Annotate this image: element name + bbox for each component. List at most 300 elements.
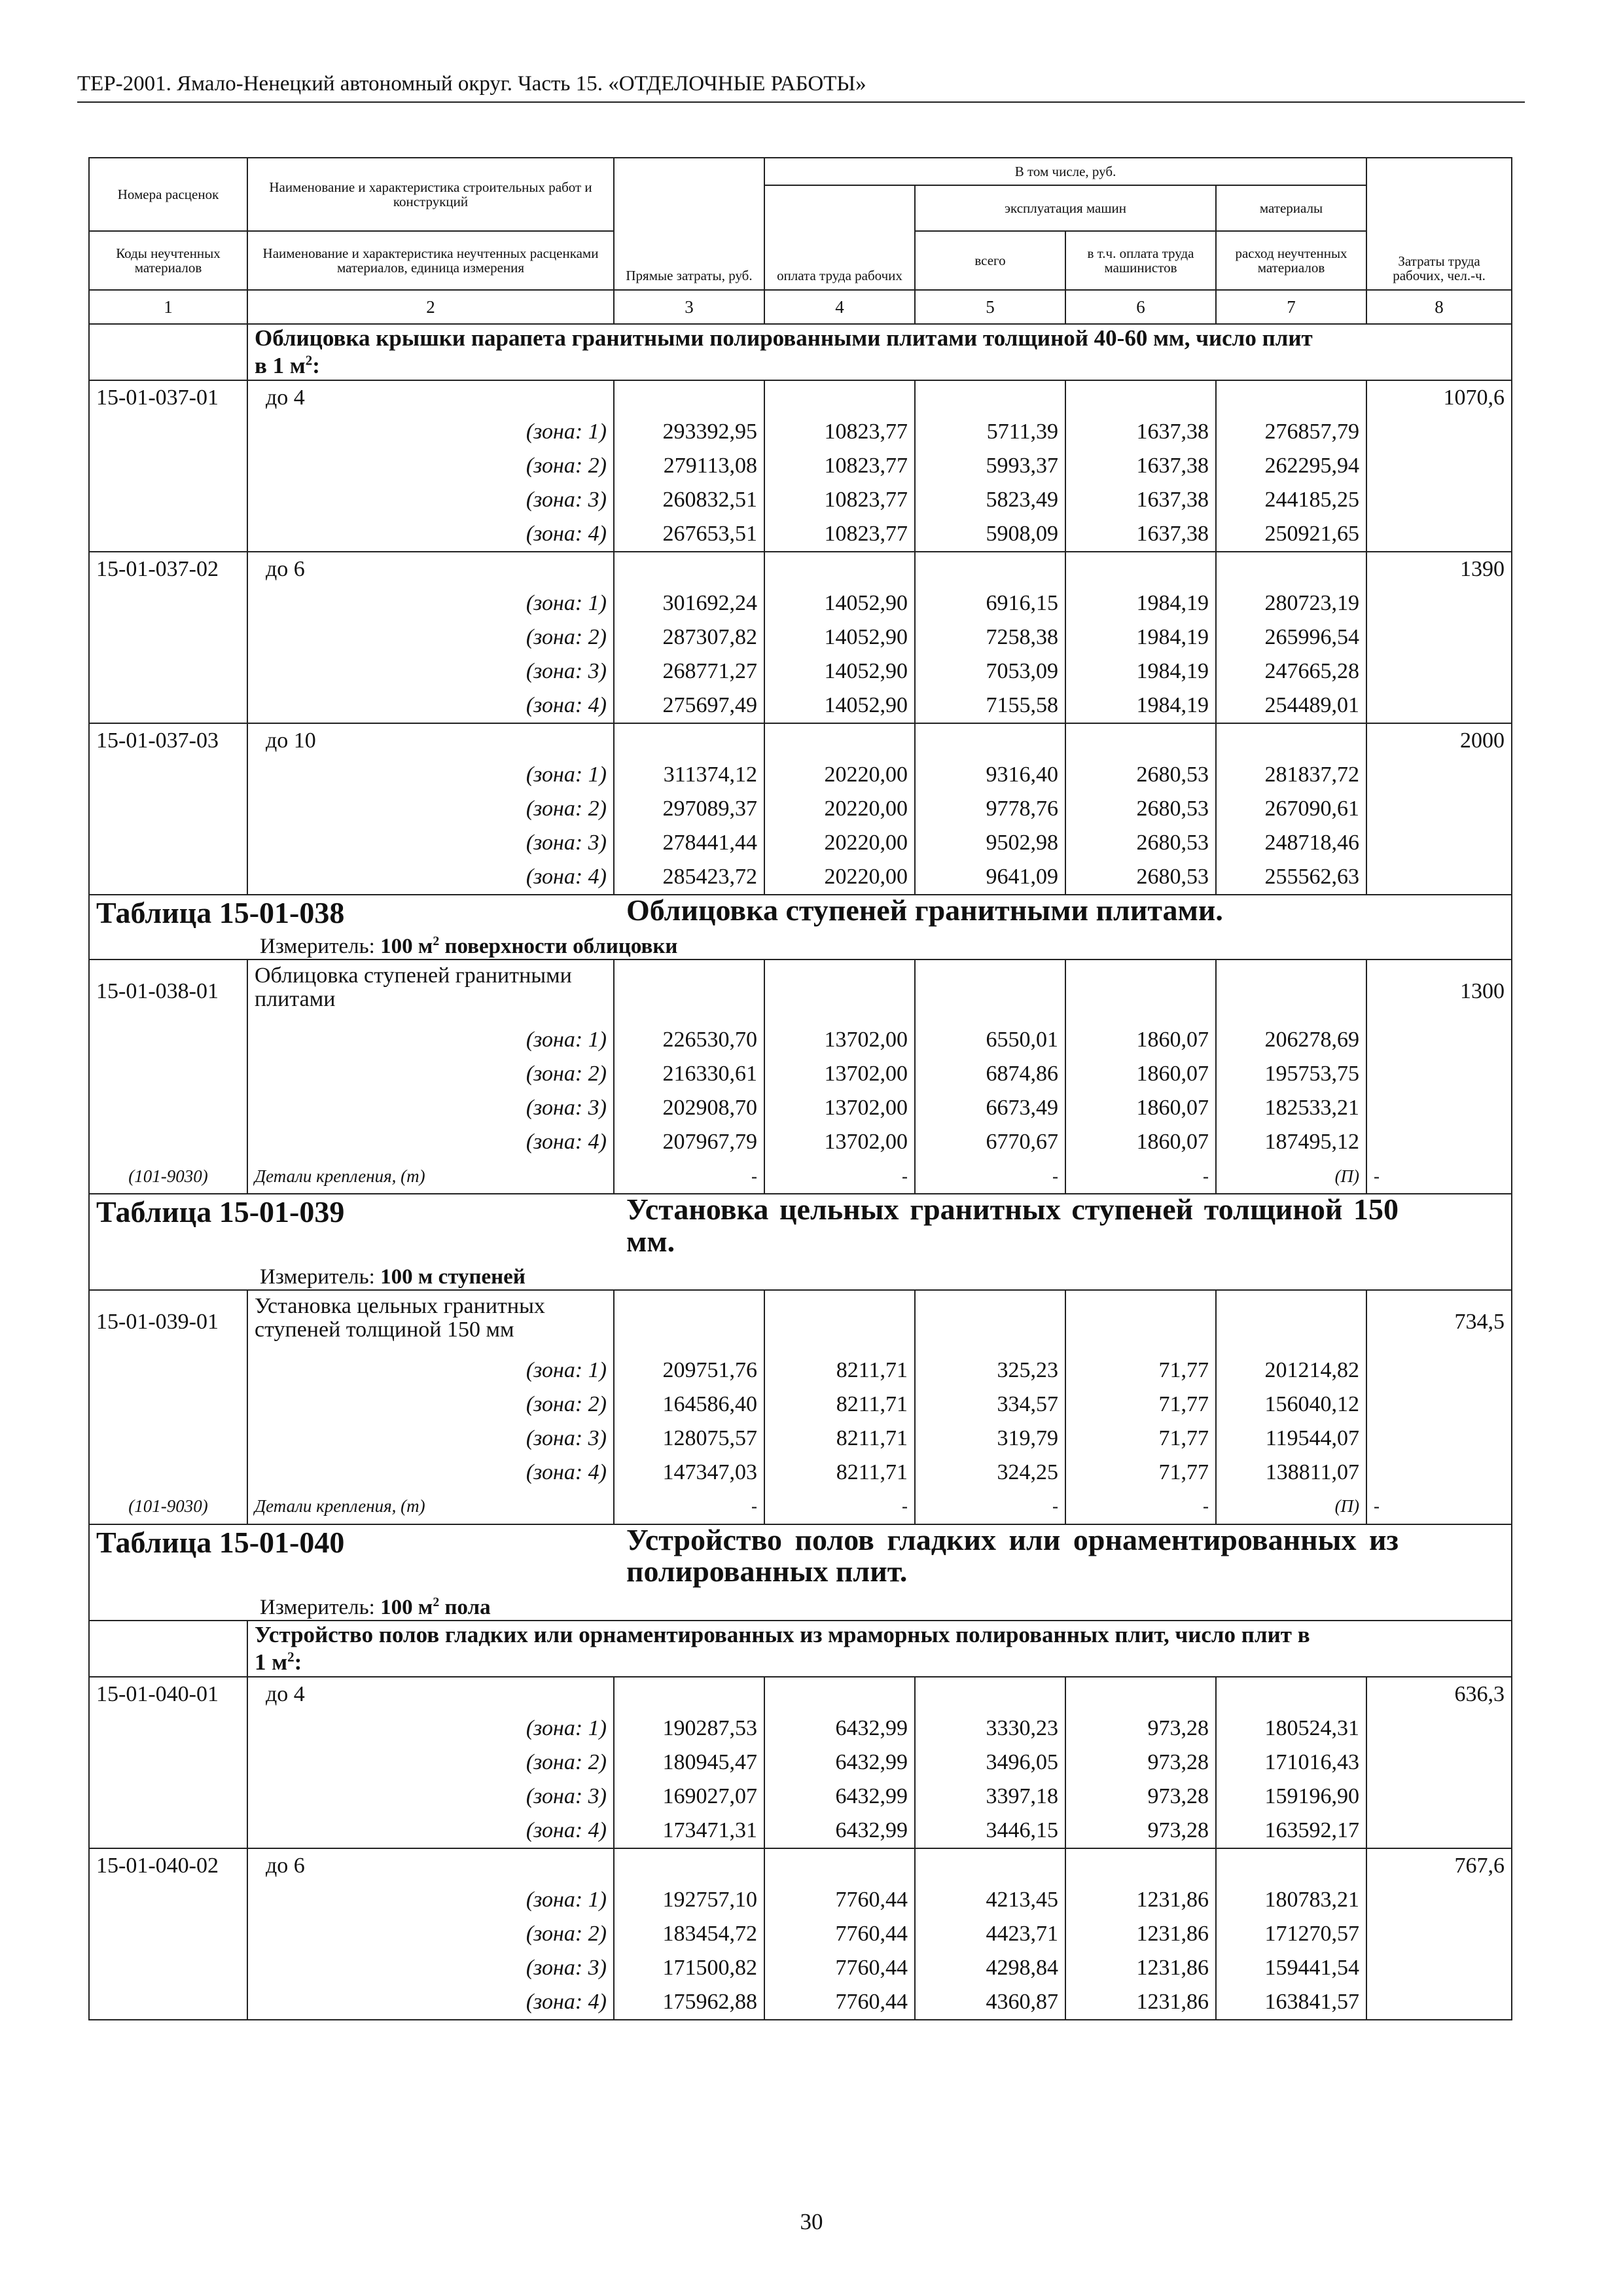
- zone-row: [89, 1057, 1512, 1091]
- zone-label: (зона: 3): [247, 655, 614, 689]
- column-number: 7: [1216, 290, 1366, 324]
- empty-cell: [1065, 1677, 1216, 1712]
- zone-label: (зона: 2): [247, 1057, 614, 1091]
- empty-cell: [1065, 960, 1216, 1023]
- machinist-pay: 71,77: [1065, 1456, 1216, 1490]
- empty-cell: [1065, 1848, 1216, 1883]
- table-title: Установка цельных гранитных ступеней толщиной 150 мм.: [626, 1194, 1399, 1258]
- materials-cost: 163592,17: [1216, 1814, 1366, 1848]
- labor-pay: 20220,00: [764, 826, 915, 860]
- machines-total: 325,23: [915, 1354, 1065, 1388]
- direct-costs: 301692,24: [614, 586, 764, 620]
- zone-row: [89, 620, 1512, 655]
- zone-labor-cell: [1366, 1951, 1512, 1985]
- material-labor: -: [1366, 1159, 1512, 1194]
- materials-cost: 187495,12: [1216, 1125, 1366, 1159]
- empty-cell: [915, 1848, 1065, 1883]
- zone-code-cell: [89, 1746, 247, 1780]
- direct-costs: 268771,27: [614, 655, 764, 689]
- rate-row: [89, 960, 1512, 1023]
- price-table: [88, 157, 1512, 2020]
- labor-cost: 734,5: [1366, 1290, 1512, 1354]
- material-code: (101-9030): [89, 1490, 247, 1524]
- zone-labor-cell: [1366, 1814, 1512, 1848]
- zone-labor-cell: [1366, 1125, 1512, 1159]
- col-machines-total: всего: [915, 231, 1065, 290]
- zone-code-cell: [89, 1917, 247, 1951]
- col-materials: материалы: [1216, 185, 1366, 231]
- material-pay: -: [764, 1490, 915, 1524]
- machinist-pay: 1860,07: [1065, 1057, 1216, 1091]
- machines-total: 3330,23: [915, 1712, 1065, 1746]
- zone-row: [89, 1456, 1512, 1490]
- direct-costs: 128075,57: [614, 1422, 764, 1456]
- empty-cell: [915, 380, 1065, 415]
- rate-row: [89, 552, 1512, 586]
- zone-labor-cell: [1366, 1388, 1512, 1422]
- zone-row: [89, 655, 1512, 689]
- zone-labor-cell: [1366, 620, 1512, 655]
- labor-pay: 7760,44: [764, 1917, 915, 1951]
- labor-pay: 14052,90: [764, 689, 915, 723]
- zone-labor-cell: [1366, 517, 1512, 552]
- zone-label: (зона: 4): [247, 1125, 614, 1159]
- zone-row: [89, 586, 1512, 620]
- rate-name: Установка цельных гранитных ступеней толщиной 150 мм: [247, 1290, 614, 1354]
- machinist-pay: 1637,38: [1065, 483, 1216, 517]
- section-empty-cell: [89, 1621, 247, 1677]
- zone-code-cell: [89, 1023, 247, 1057]
- machines-total: 334,57: [915, 1388, 1065, 1422]
- machines-total: 4360,87: [915, 1985, 1065, 2020]
- zone-code-cell: [89, 1814, 247, 1848]
- labor-pay: 13702,00: [764, 1023, 915, 1057]
- zone-row: [89, 1125, 1512, 1159]
- zone-row: [89, 1023, 1512, 1057]
- empty-cell: [614, 960, 764, 1023]
- machinist-pay: 1860,07: [1065, 1023, 1216, 1057]
- labor-cost: 1390: [1366, 552, 1512, 586]
- material-code: (101-9030): [89, 1159, 247, 1194]
- table-heading-cell: [89, 1194, 1512, 1290]
- zone-code-cell: [89, 1456, 247, 1490]
- table-heading-cell: [89, 1524, 1512, 1621]
- zone-label: (зона: 1): [247, 758, 614, 792]
- machinist-pay: 2680,53: [1065, 792, 1216, 826]
- table-measure: Измеритель: 100 м ступеней: [260, 1265, 526, 1289]
- direct-costs: 311374,12: [614, 758, 764, 792]
- machinist-pay: 973,28: [1065, 1780, 1216, 1814]
- direct-costs: 171500,82: [614, 1951, 764, 1985]
- material-direct: -: [614, 1490, 764, 1524]
- zone-label: (зона: 3): [247, 826, 614, 860]
- zone-row: [89, 1985, 1512, 2020]
- direct-costs: 173471,31: [614, 1814, 764, 1848]
- machines-total: 9778,76: [915, 792, 1065, 826]
- materials-cost: 276857,79: [1216, 415, 1366, 449]
- zone-code-cell: [89, 1388, 247, 1422]
- zone-label: (зона: 2): [247, 449, 614, 483]
- zone-row: [89, 517, 1512, 552]
- machinist-pay: 1231,86: [1065, 1985, 1216, 2020]
- direct-costs: 285423,72: [614, 860, 764, 895]
- labor-cost: 1300: [1366, 960, 1512, 1023]
- page-number: 30: [800, 2209, 823, 2234]
- materials-cost: 119544,07: [1216, 1422, 1366, 1456]
- zone-labor-cell: [1366, 1985, 1512, 2020]
- materials-cost: 281837,72: [1216, 758, 1366, 792]
- column-number: 3: [614, 290, 764, 324]
- labor-pay: 8211,71: [764, 1456, 915, 1490]
- zone-label: (зона: 2): [247, 1917, 614, 1951]
- zone-row: [89, 483, 1512, 517]
- material-machpay: -: [1065, 1159, 1216, 1194]
- zone-row: [89, 1917, 1512, 1951]
- labor-pay: 14052,90: [764, 620, 915, 655]
- empty-cell: [1216, 552, 1366, 586]
- empty-cell: [614, 1290, 764, 1354]
- empty-cell: [915, 960, 1065, 1023]
- machines-total: 7053,09: [915, 655, 1065, 689]
- rate-row: [89, 723, 1512, 758]
- machines-total: 5711,39: [915, 415, 1065, 449]
- zone-code-cell: [89, 689, 247, 723]
- empty-cell: [1216, 960, 1366, 1023]
- zone-label: (зона: 2): [247, 620, 614, 655]
- zone-code-cell: [89, 860, 247, 895]
- zone-code-cell: [89, 1883, 247, 1917]
- zone-label: (зона: 1): [247, 1354, 614, 1388]
- labor-pay: 13702,00: [764, 1057, 915, 1091]
- material-row: [89, 1490, 1512, 1524]
- direct-costs: 207967,79: [614, 1125, 764, 1159]
- zone-labor-cell: [1366, 655, 1512, 689]
- labor-pay: 13702,00: [764, 1091, 915, 1125]
- column-number: 1: [89, 290, 247, 324]
- materials-cost: 248718,46: [1216, 826, 1366, 860]
- empty-cell: [614, 552, 764, 586]
- zone-code-cell: [89, 620, 247, 655]
- machinist-pay: 1231,86: [1065, 1883, 1216, 1917]
- materials-cost: 171016,43: [1216, 1746, 1366, 1780]
- zone-label: (зона: 2): [247, 1746, 614, 1780]
- table-heading-row: [89, 1524, 1512, 1621]
- direct-costs: 267653,51: [614, 517, 764, 552]
- materials-cost: 159441,54: [1216, 1951, 1366, 1985]
- machinist-pay: 1637,38: [1065, 449, 1216, 483]
- materials-cost: 195753,75: [1216, 1057, 1366, 1091]
- rate-code: 15-01-037-03: [89, 723, 247, 758]
- labor-cost: 2000: [1366, 723, 1512, 758]
- section-title: Облицовка крышки парапета гранитными полированными плитами толщиной 40-60 мм, число плит в 1 $м^2$:: [247, 324, 1512, 380]
- empty-cell: [614, 1848, 764, 1883]
- rate-row: [89, 380, 1512, 415]
- table-measure: Измеритель: 100 $м^2$ пола: [260, 1595, 491, 1620]
- materials-cost: 201214,82: [1216, 1354, 1366, 1388]
- material-mat: (П): [1216, 1490, 1366, 1524]
- column-number: 5: [915, 290, 1065, 324]
- zone-code-cell: [89, 1125, 247, 1159]
- materials-cost: 265996,54: [1216, 620, 1366, 655]
- zone-row: [89, 826, 1512, 860]
- material-mach: -: [915, 1490, 1065, 1524]
- zone-row: [89, 792, 1512, 826]
- direct-costs: 175962,88: [614, 1985, 764, 2020]
- machines-total: 5908,09: [915, 517, 1065, 552]
- direct-costs: 192757,10: [614, 1883, 764, 1917]
- machinist-pay: 1984,19: [1065, 655, 1216, 689]
- column-number: 6: [1065, 290, 1216, 324]
- zone-row: [89, 1354, 1512, 1388]
- zone-row: [89, 415, 1512, 449]
- zone-code-cell: [89, 758, 247, 792]
- rate-name: до 6: [247, 1848, 614, 1883]
- table-heading-row: [89, 1194, 1512, 1290]
- materials-cost: 254489,01: [1216, 689, 1366, 723]
- zone-label: (зона: 2): [247, 1388, 614, 1422]
- col-name-top: Наименование и характеристика строительных работ и конструкций: [247, 158, 614, 231]
- materials-cost: 180524,31: [1216, 1712, 1366, 1746]
- materials-cost: 156040,12: [1216, 1388, 1366, 1422]
- machinist-pay: 71,77: [1065, 1422, 1216, 1456]
- machines-total: 9316,40: [915, 758, 1065, 792]
- materials-cost: 163841,57: [1216, 1985, 1366, 2020]
- labor-pay: 13702,00: [764, 1125, 915, 1159]
- empty-cell: [614, 380, 764, 415]
- materials-cost: 244185,25: [1216, 483, 1366, 517]
- zone-labor-cell: [1366, 1780, 1512, 1814]
- rate-row: [89, 1848, 1512, 1883]
- section-heading-row: [89, 1621, 1512, 1677]
- machinist-pay: 1637,38: [1065, 415, 1216, 449]
- material-machpay: -: [1065, 1490, 1216, 1524]
- zone-labor-cell: [1366, 483, 1512, 517]
- zone-label: (зона: 3): [247, 1951, 614, 1985]
- zone-labor-cell: [1366, 1091, 1512, 1125]
- labor-pay: 20220,00: [764, 860, 915, 895]
- empty-cell: [764, 1290, 915, 1354]
- empty-cell: [764, 380, 915, 415]
- labor-pay: 14052,90: [764, 586, 915, 620]
- empty-cell: [764, 1677, 915, 1712]
- labor-pay: 7760,44: [764, 1951, 915, 1985]
- machines-total: 5993,37: [915, 449, 1065, 483]
- material-direct: -: [614, 1159, 764, 1194]
- table-number: Таблица 15-01-039: [96, 1195, 345, 1229]
- empty-cell: [915, 552, 1065, 586]
- zone-label: (зона: 3): [247, 1091, 614, 1125]
- zone-labor-cell: [1366, 1057, 1512, 1091]
- zone-code-cell: [89, 415, 247, 449]
- labor-pay: 10823,77: [764, 415, 915, 449]
- materials-cost: 280723,19: [1216, 586, 1366, 620]
- machinist-pay: 1984,19: [1065, 586, 1216, 620]
- zone-code-cell: [89, 1091, 247, 1125]
- zone-labor-cell: [1366, 449, 1512, 483]
- rate-name: Облицовка ступеней гранитными плитами: [247, 960, 614, 1023]
- machinist-pay: 1984,19: [1065, 689, 1216, 723]
- rate-code: 15-01-037-02: [89, 552, 247, 586]
- zone-label: (зона: 4): [247, 517, 614, 552]
- machines-total: 4298,84: [915, 1951, 1065, 1985]
- table-number: Таблица 15-01-040: [96, 1525, 345, 1559]
- table-heading-row: [89, 895, 1512, 960]
- labor-pay: 10823,77: [764, 517, 915, 552]
- zone-labor-cell: [1366, 758, 1512, 792]
- machines-total: 9641,09: [915, 860, 1065, 895]
- zone-code-cell: [89, 1951, 247, 1985]
- labor-pay: 10823,77: [764, 449, 915, 483]
- machines-total: 4213,45: [915, 1883, 1065, 1917]
- column-number: 8: [1366, 290, 1512, 324]
- empty-cell: [1065, 380, 1216, 415]
- empty-cell: [1216, 1848, 1366, 1883]
- col-machines: эксплуатация машин: [915, 185, 1216, 231]
- machinist-pay: 973,28: [1065, 1746, 1216, 1780]
- machinist-pay: 2680,53: [1065, 826, 1216, 860]
- col-name-bottom: Наименование и характеристика неучтенных расценками материалов, единица измерения: [247, 231, 614, 290]
- zone-row: [89, 1422, 1512, 1456]
- direct-costs: 164586,40: [614, 1388, 764, 1422]
- zone-labor-cell: [1366, 1354, 1512, 1388]
- zone-label: (зона: 4): [247, 1456, 614, 1490]
- machinist-pay: 1231,86: [1065, 1951, 1216, 1985]
- machinist-pay: 71,77: [1065, 1388, 1216, 1422]
- labor-pay: 7760,44: [764, 1985, 915, 2020]
- col-machinist-pay: в т.ч. оплата труда машинистов: [1065, 231, 1216, 290]
- machinist-pay: 71,77: [1065, 1354, 1216, 1388]
- zone-label: (зона: 4): [247, 1814, 614, 1848]
- zone-labor-cell: [1366, 1712, 1512, 1746]
- materials-cost: 255562,63: [1216, 860, 1366, 895]
- table-title: Устройство полов гладких или орнаментированных из полированных плит.: [626, 1524, 1399, 1588]
- zone-labor-cell: [1366, 1456, 1512, 1490]
- zone-row: [89, 1712, 1512, 1746]
- direct-costs: 209751,76: [614, 1354, 764, 1388]
- zone-code-cell: [89, 655, 247, 689]
- zone-labor-cell: [1366, 689, 1512, 723]
- zone-label: (зона: 3): [247, 483, 614, 517]
- materials-cost: 267090,61: [1216, 792, 1366, 826]
- machinist-pay: 1231,86: [1065, 1917, 1216, 1951]
- zone-labor-cell: [1366, 1883, 1512, 1917]
- section-title: Устройство полов гладких или орнаментированных из мраморных полированных плит, число плит в 1 $м^2$:: [247, 1621, 1512, 1677]
- column-number: 2: [247, 290, 614, 324]
- machines-total: 6916,15: [915, 586, 1065, 620]
- table-number: Таблица 15-01-038: [96, 896, 345, 929]
- materials-cost: 159196,90: [1216, 1780, 1366, 1814]
- col-code-bottom: Коды неучтенных материалов: [89, 231, 247, 290]
- machines-total: 3496,05: [915, 1746, 1065, 1780]
- machines-total: 7155,58: [915, 689, 1065, 723]
- materials-cost: 171270,57: [1216, 1917, 1366, 1951]
- col-direct: Прямые затраты, руб.: [614, 158, 764, 290]
- zone-row: [89, 1780, 1512, 1814]
- zone-code-cell: [89, 1780, 247, 1814]
- zone-label: (зона: 1): [247, 1883, 614, 1917]
- zone-row: [89, 758, 1512, 792]
- zone-label: (зона: 3): [247, 1780, 614, 1814]
- zone-label: (зона: 1): [247, 1712, 614, 1746]
- direct-costs: 278441,44: [614, 826, 764, 860]
- machinist-pay: 973,28: [1065, 1712, 1216, 1746]
- machines-total: 319,79: [915, 1422, 1065, 1456]
- col-materials-unaccounted: расход неучтенных материалов: [1216, 231, 1366, 290]
- direct-costs: 216330,61: [614, 1057, 764, 1091]
- machines-total: 3397,18: [915, 1780, 1065, 1814]
- machinist-pay: 1984,19: [1065, 620, 1216, 655]
- rate-code: 15-01-037-01: [89, 380, 247, 415]
- zone-label: (зона: 4): [247, 689, 614, 723]
- rate-code: 15-01-038-01: [89, 960, 247, 1023]
- material-labor: -: [1366, 1490, 1512, 1524]
- zone-row: [89, 1814, 1512, 1848]
- table-heading: [96, 1194, 1505, 1289]
- zone-code-cell: [89, 586, 247, 620]
- labor-pay: 8211,71: [764, 1422, 915, 1456]
- machinist-pay: 2680,53: [1065, 758, 1216, 792]
- zone-code-cell: [89, 1985, 247, 2020]
- section-heading-row: [89, 324, 1512, 380]
- direct-costs: 293392,95: [614, 415, 764, 449]
- materials-cost: 250921,65: [1216, 517, 1366, 552]
- materials-cost: 262295,94: [1216, 449, 1366, 483]
- labor-cost: 767,6: [1366, 1848, 1512, 1883]
- empty-cell: [764, 723, 915, 758]
- machines-total: 6550,01: [915, 1023, 1065, 1057]
- zone-label: (зона: 1): [247, 415, 614, 449]
- rate-code: 15-01-040-02: [89, 1848, 247, 1883]
- zone-row: [89, 1746, 1512, 1780]
- zone-code-cell: [89, 449, 247, 483]
- labor-pay: 6432,99: [764, 1780, 915, 1814]
- table-heading: [96, 1525, 1505, 1621]
- direct-costs: 287307,82: [614, 620, 764, 655]
- zone-labor-cell: [1366, 415, 1512, 449]
- rate-name: до 4: [247, 380, 614, 415]
- empty-cell: [1216, 1290, 1366, 1354]
- zone-code-cell: [89, 1422, 247, 1456]
- machines-total: 6770,67: [915, 1125, 1065, 1159]
- rate-code: 15-01-039-01: [89, 1290, 247, 1354]
- table-heading-cell: [89, 895, 1512, 960]
- empty-cell: [614, 1677, 764, 1712]
- empty-cell: [1065, 552, 1216, 586]
- zone-label: (зона: 1): [247, 586, 614, 620]
- zone-row: [89, 449, 1512, 483]
- direct-costs: 260832,51: [614, 483, 764, 517]
- zone-code-cell: [89, 1712, 247, 1746]
- machines-total: 7258,38: [915, 620, 1065, 655]
- zone-label: (зона: 4): [247, 1985, 614, 2020]
- direct-costs: 226530,70: [614, 1023, 764, 1057]
- zone-labor-cell: [1366, 1422, 1512, 1456]
- zone-label: (зона: 4): [247, 860, 614, 895]
- machinist-pay: 973,28: [1065, 1814, 1216, 1848]
- zone-row: [89, 1883, 1512, 1917]
- zone-label: (зона: 1): [247, 1023, 614, 1057]
- zone-labor-cell: [1366, 586, 1512, 620]
- machines-total: 4423,71: [915, 1917, 1065, 1951]
- labor-pay: 14052,90: [764, 655, 915, 689]
- rate-name: до 6: [247, 552, 614, 586]
- machinist-pay: 1860,07: [1065, 1091, 1216, 1125]
- rate-name: до 10: [247, 723, 614, 758]
- rate-row: [89, 1677, 1512, 1712]
- machinist-pay: 1637,38: [1065, 517, 1216, 552]
- material-name: Детали крепления, (т): [247, 1490, 614, 1524]
- zone-code-cell: [89, 1354, 247, 1388]
